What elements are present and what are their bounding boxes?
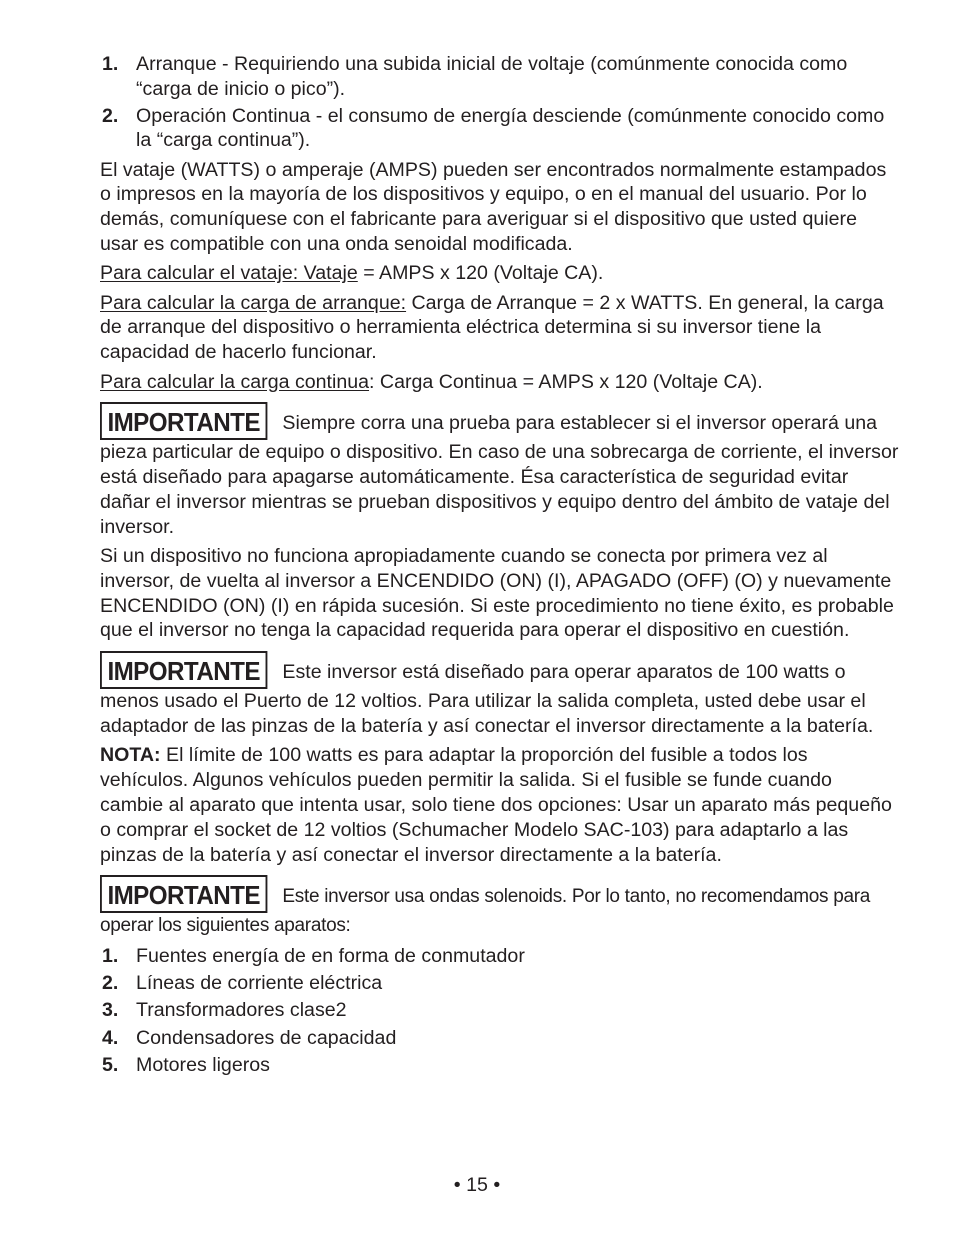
calc-wattage-label: Para calcular el vataje: Vataje	[100, 262, 358, 285]
calc-startup-text: Carga de Arranque = 2 x WATTS. En general, la carga de arranque del dispositivo o herramienta eléctrica determina si su inversor tiene la capacidad de hacerlo funcionar.	[100, 291, 884, 364]
list-text: Líneas de corriente eléctrica	[136, 971, 383, 994]
calc-continuous-text: : Carga Continua = AMPS x 120 (Voltaje CA).	[369, 370, 763, 393]
list-item	[100, 971, 900, 996]
list-number: 1.	[102, 53, 119, 75]
list-text: Fuentes energía de en forma de conmutador	[136, 944, 525, 967]
list-item	[100, 944, 900, 969]
important-note-1	[100, 402, 900, 539]
list-item	[100, 1026, 900, 1051]
calc-startup-label: Para calcular la carga de arranque:	[100, 291, 407, 314]
important-text-2: Este inversor está diseñado para operar aparatos de 100 watts o menos usado el Puerto de 12 voltios. Para utilizar la salida completa, usted debe usar el adaptador de las pinzas de la batería y así conectar el inversor directamente a la batería.	[100, 661, 874, 738]
operation-modes-list	[100, 52, 900, 153]
important-note-2	[100, 651, 900, 739]
list-item	[100, 104, 900, 154]
important-badge: IMPORTANTE	[100, 651, 267, 689]
list-text: Transformadores clase2	[136, 999, 347, 1022]
calc-continuous	[100, 370, 900, 395]
list-text: Motores ligeros	[136, 1053, 270, 1076]
note-paragraph	[100, 743, 900, 867]
not-recommended-list	[100, 944, 900, 1078]
list-number: 2.	[102, 104, 119, 127]
list-number: 1.	[102, 944, 119, 967]
page-number: • 15 •	[453, 1174, 501, 1196]
calc-wattage	[100, 261, 900, 286]
note-text: El límite de 100 watts es para adaptar la proporción del fusible a todos los vehículos. Algunos vehículos pueden permitir la salida. Si el fusible se funde cuando cambie al aparato que intenta usar, solo tiene dos opciones: Usar un aparato más pequeño o comprar el socket de 12 voltios (Schumacher Modelo SAC-103) para adaptarlo a las pinzas de la batería y así conectar el inversor directamente a la batería.	[100, 744, 892, 866]
calc-startup	[100, 291, 900, 365]
device-paragraph: Si un dispositivo no funciona apropiadamente cuando se conecta por primera vez al inversor, de vuelta al inversor a ENCENDIDO (ON) (I), APAGADO (OFF) (O) y nuevamente ENCENDIDO (ON) (I) en rápida sucesión. Si este procedimiento no tiene éxito, es probable que el inversor no tenga la capacidad requerida para operar el dispositivo en cuestión.	[100, 545, 894, 642]
calc-wattage-text: = AMPS x 120 (Voltaje CA).	[357, 262, 604, 285]
calc-continuous-label: Para calcular la carga continua	[100, 370, 370, 393]
important-text-3: Este inversor usa ondas solenoids. Por lo tanto, no recomendamos para operar los siguientes aparatos:	[100, 886, 871, 937]
important-note-3	[100, 875, 900, 939]
list-number: 2.	[102, 971, 119, 994]
important-badge: IMPORTANTE	[100, 402, 267, 440]
wattage-paragraph: El vataje (WATTS) o amperaje (AMPS) pueden ser encontrados normalmente estampados o impresos en la mayoría de los dispositivos y equipo, o en el manual del usuario. Por lo demás, comuníquese con el fabricante para averiguar si el dispositivo que usted quiere usar es compatible con una onda senoidal modificada.	[100, 158, 887, 256]
list-item	[100, 1053, 900, 1078]
list-text: Operación Continua - el consumo de energía desciende (comúnmente conocido como la “carga continua”).	[136, 104, 885, 152]
list-text: Arranque - Requiriendo una subida inicial de voltaje (comúnmente conocida como “carga de inicio o pico”).	[136, 53, 848, 100]
important-text-1: Siempre corra una prueba para establecer si el inversor operará una pieza particular de equipo o dispositivo. En caso de una sobrecarga de corriente, el inversor está diseñado para apagarse automáticamente. Ésa característica de seguridad evitar dañar el inversor mientras se prueban dispositivos y equipo dentro del ámbito de vataje del inversor.	[100, 412, 899, 538]
list-number: 3.	[102, 999, 119, 1022]
important-badge: IMPORTANTE	[100, 875, 267, 913]
list-number: 5.	[102, 1053, 119, 1076]
list-item	[100, 52, 900, 102]
note-label: NOTA:	[100, 744, 161, 767]
list-item	[100, 998, 900, 1023]
list-number: 4.	[102, 1026, 119, 1049]
manual-page	[100, 52, 900, 1082]
list-text: Condensadores de capacidad	[136, 1026, 397, 1049]
